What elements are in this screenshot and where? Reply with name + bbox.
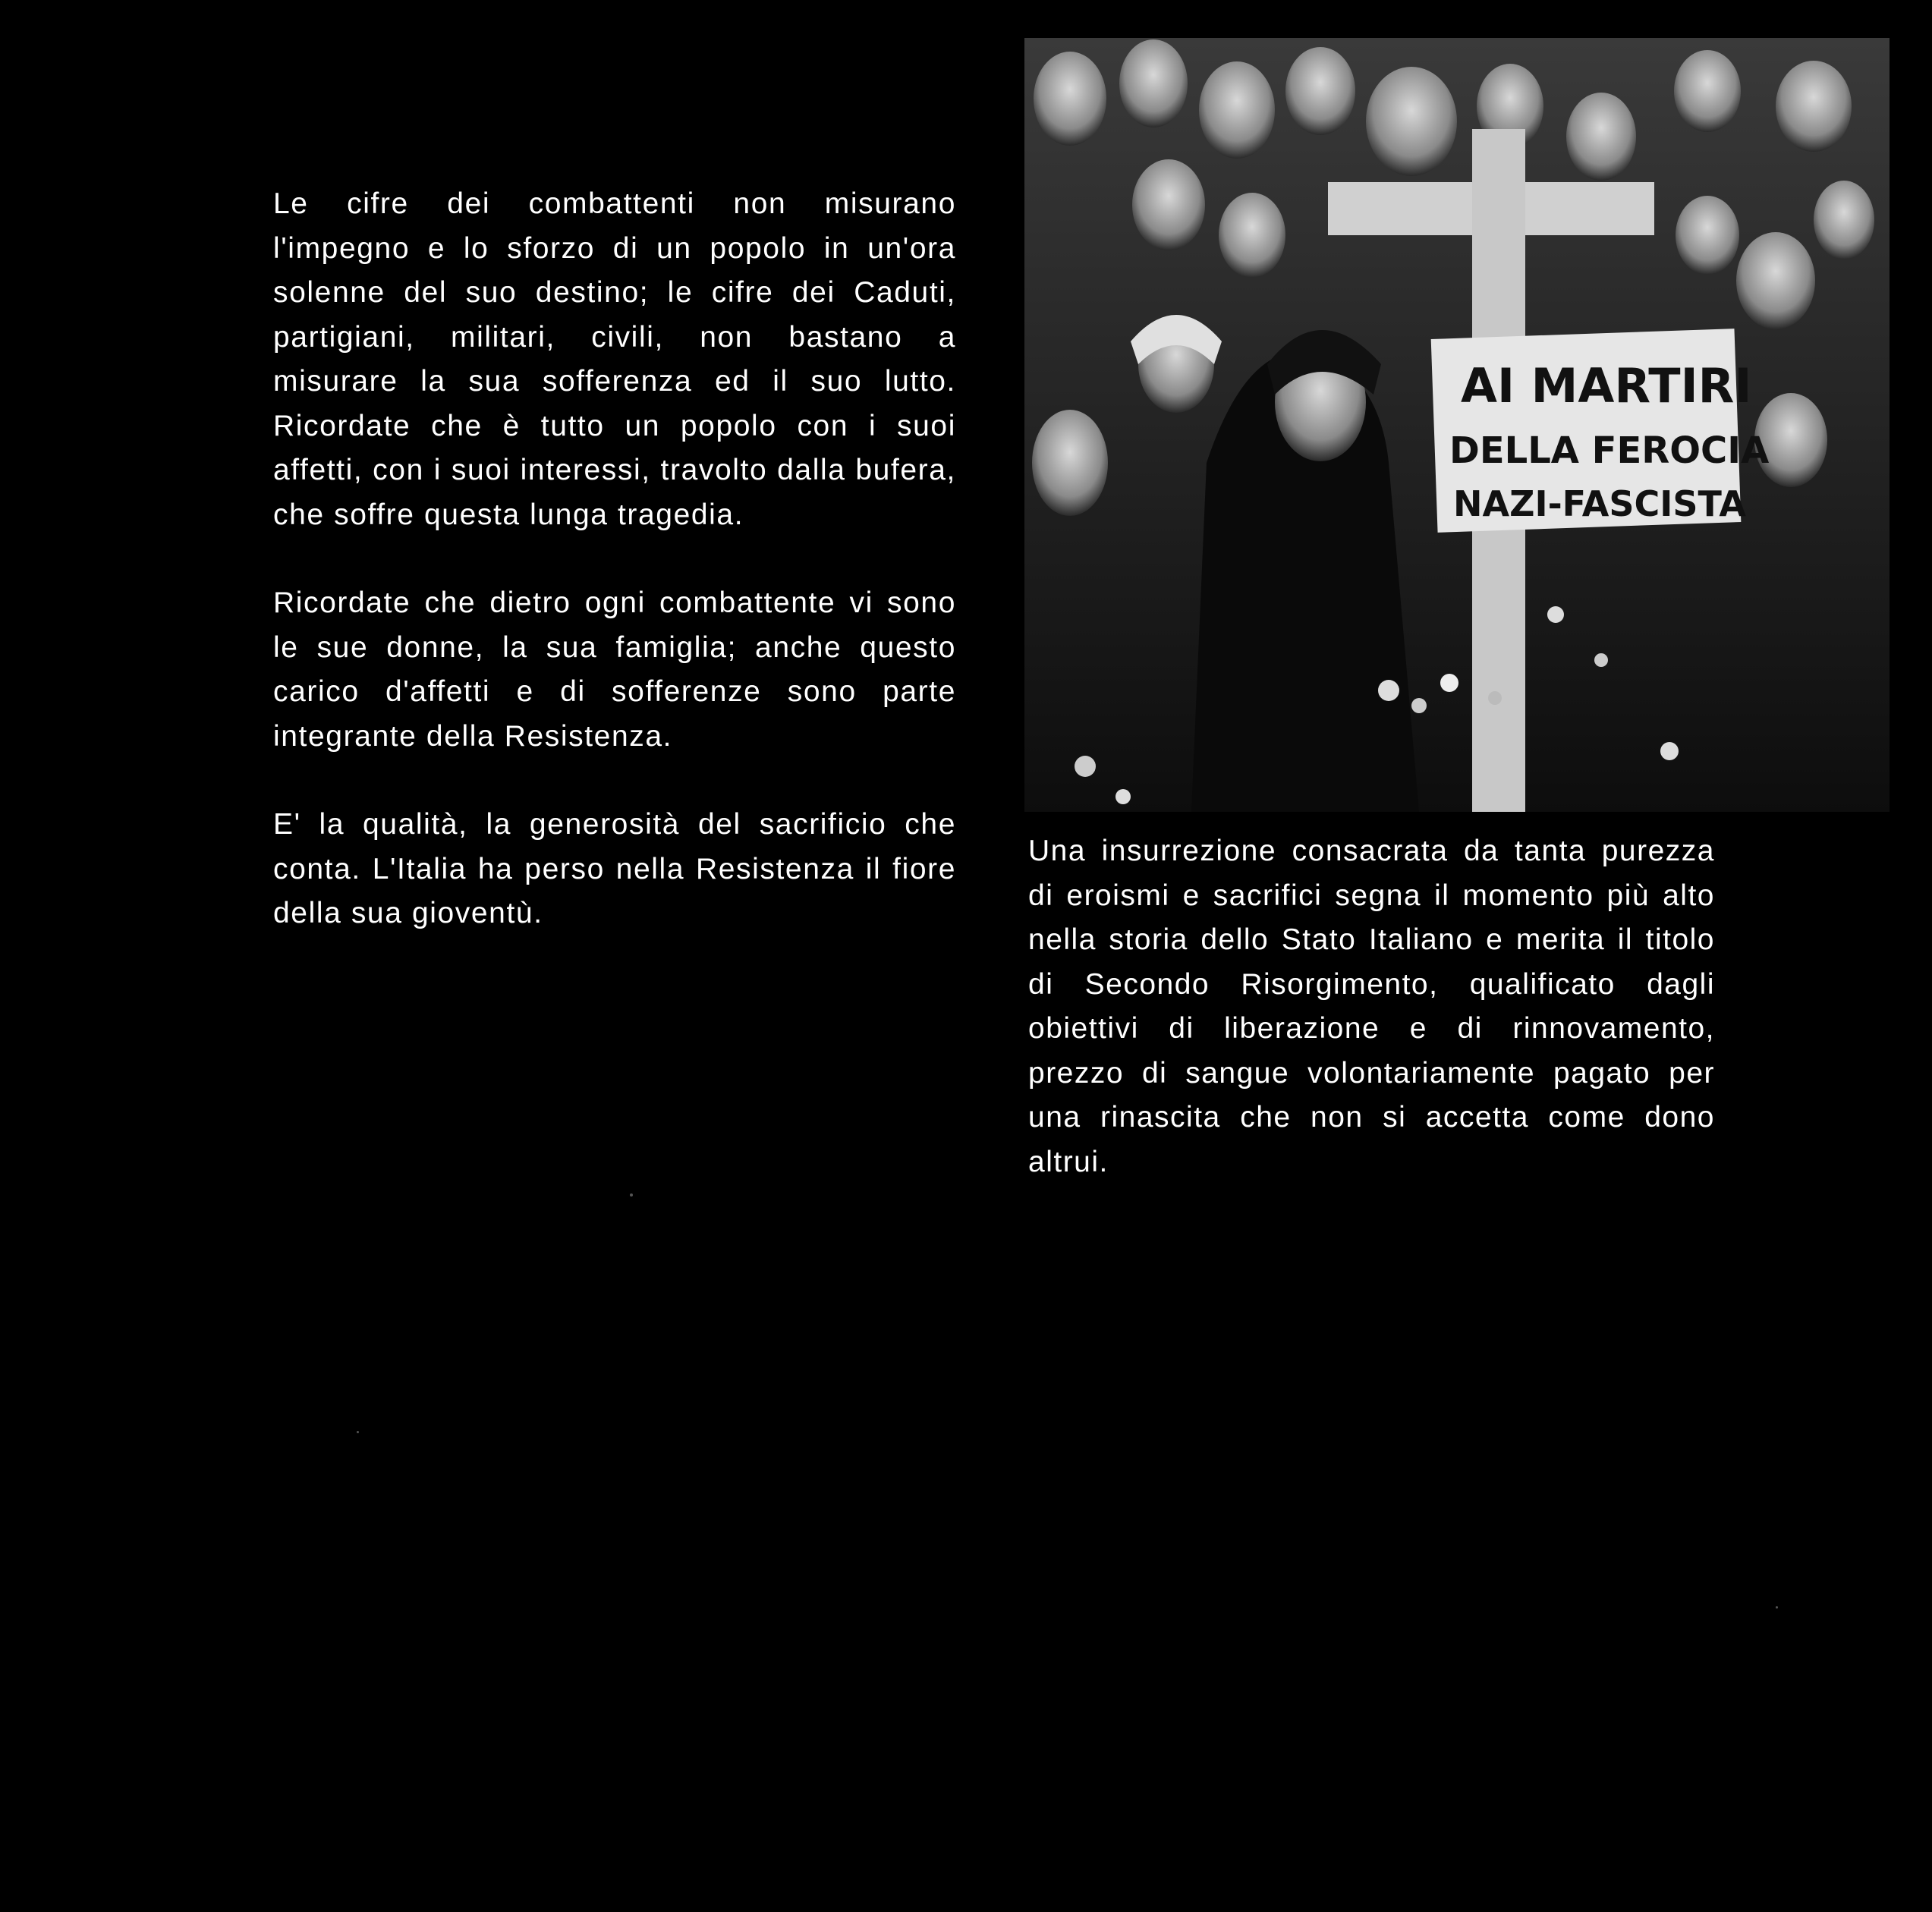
photo-illustration	[1024, 38, 1890, 812]
sign-line-1: AI MARTIRI	[1461, 358, 1752, 414]
paragraph: Ricordate che dietro ogni combattente vi sono le sue donne, la sua famiglia; anche questo carico d'affetti e di sofferenze sono parte integrante della Resistenza.	[273, 586, 956, 753]
speck	[357, 1431, 359, 1433]
speck	[1776, 1606, 1778, 1609]
speck	[630, 1193, 633, 1197]
sign-line-2: DELLA FEROCIA	[1449, 429, 1770, 472]
paragraph: Le cifre dei combattenti non misurano l'impegno e lo sforzo di un popolo in un'ora solenne del suo destino; le cifre dei Caduti, partigiani, militari, civili, non bastano a misurare la sua sofferenza ed il suo lutto. Ricordate che è tutto un popolo con i suoi affetti, con i suoi interessi, travolto dalla bufera, che soffre questa lunga tragedia.	[273, 187, 956, 531]
right-text-column	[1028, 829, 1715, 1184]
sign-line-3: NAZI-FASCISTA	[1453, 483, 1746, 524]
crowd-photograph	[1024, 38, 1890, 812]
left-text-column	[273, 182, 956, 936]
memorial-sign	[1431, 329, 1770, 533]
paragraph: E' la qualità, la generosità del sacrificio che conta. L'Italia ha perso nella Resistenza il fiore della sua gioventù.	[273, 808, 956, 929]
paragraph: Una insurrezione consacrata da tanta purezza di eroismi e sacrifici segna il momento più alto nella storia dello Stato Italiano e merita il titolo di Secondo Risorgimento, qualificato dagli obiettivi di liberazione e di rinnovamento, prezzo di sangue volontariamente pagato per una rinascita che non si accetta come dono altrui.	[1028, 835, 1715, 1178]
